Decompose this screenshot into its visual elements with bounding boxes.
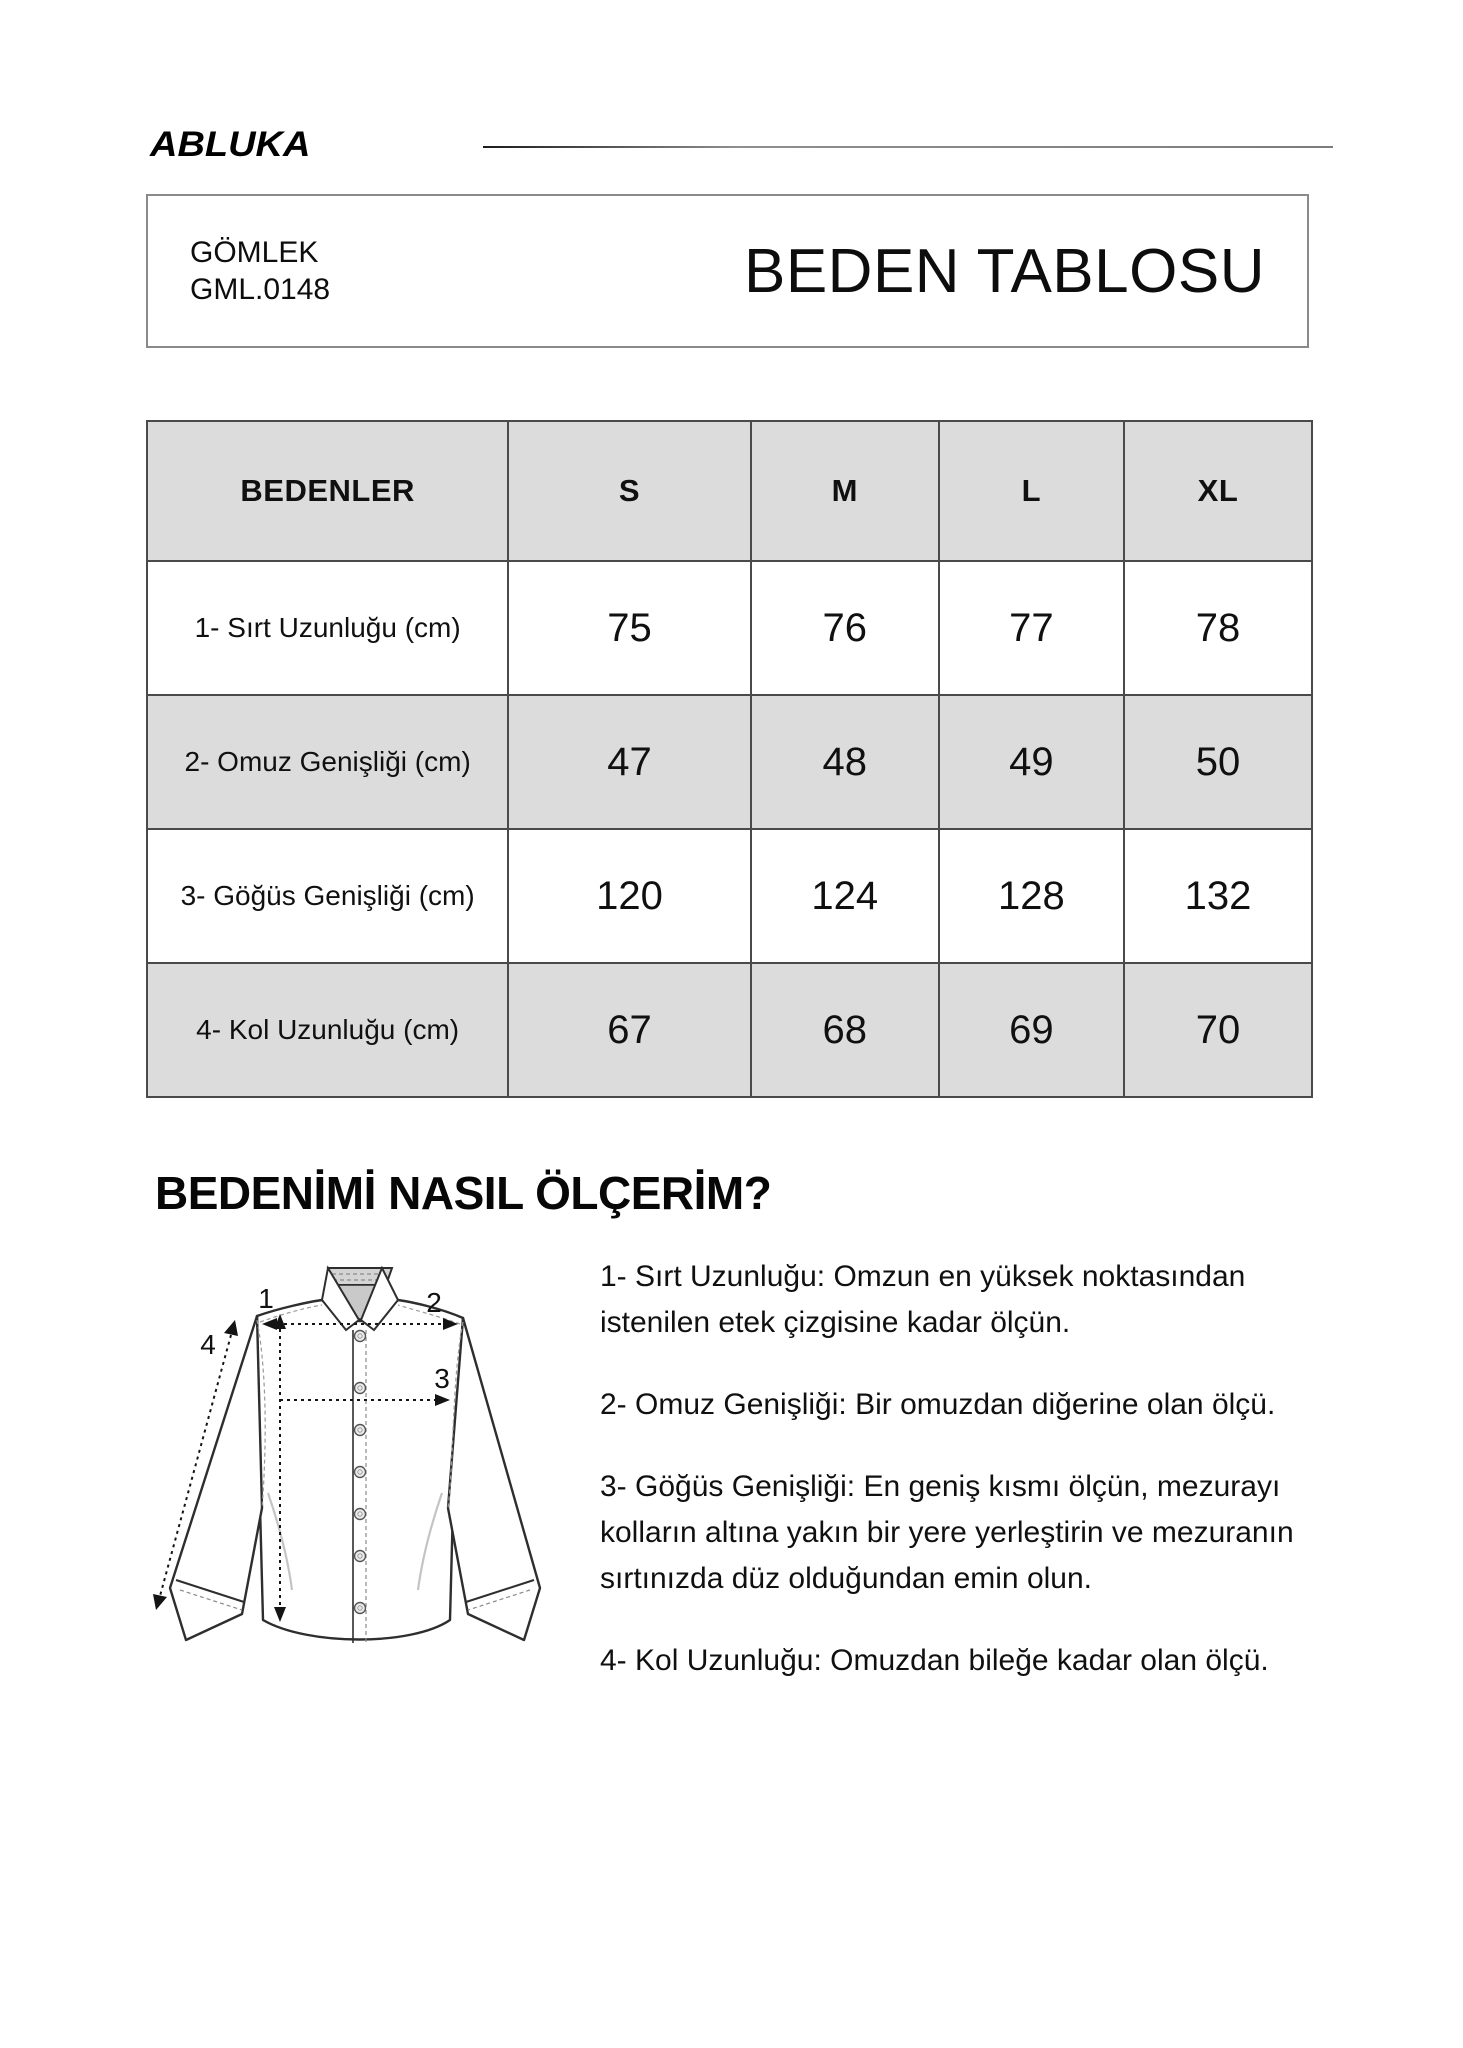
page-title: BEDEN TABLOSU [743, 236, 1265, 306]
table-value: 78 [1125, 562, 1311, 694]
size-table [146, 420, 1313, 1098]
shirt-right-sleeve [448, 1318, 540, 1640]
diagram-label-3: 3 [434, 1363, 450, 1394]
row-label-chest-width: 3- Göğüs Genişliği (cm) [148, 830, 507, 962]
table-header-l: L [940, 422, 1123, 560]
table-value: 76 [752, 562, 938, 694]
table-value: 77 [940, 562, 1123, 694]
table-header-m: M [752, 422, 938, 560]
table-value: 50 [1125, 696, 1311, 828]
title-box [146, 194, 1309, 348]
table-value: 48 [752, 696, 938, 828]
brand-logo: ABLUKA [150, 125, 311, 165]
table-value: 120 [509, 830, 750, 962]
row-label-shoulder-width: 2- Omuz Genişliği (cm) [148, 696, 507, 828]
row-label-back-length: 1- Sırt Uzunluğu (cm) [148, 562, 507, 694]
product-type: GÖMLEK [190, 236, 319, 269]
row-label-sleeve-length: 4- Kol Uzunluğu (cm) [148, 964, 507, 1096]
table-value: 49 [940, 696, 1123, 828]
table-value: 132 [1125, 830, 1311, 962]
table-value: 70 [1125, 964, 1311, 1096]
instruction-shoulder-width: 2- Omuz Genişliği: Bir omuzdan diğerine olan ölçü. [600, 1388, 1276, 1421]
instruction-chest-width: 3- Göğüs Genişliği: En geniş kısmı ölçün, mezurayı kolların altına yakın bir yere yerleştirin ve mezuranın sırtınızda düz olduğundan emin olun. [600, 1470, 1294, 1595]
section-heading: BEDENİMİ NASIL ÖLÇERİM? [155, 1167, 772, 1219]
table-value: 67 [509, 964, 750, 1096]
table-value: 69 [940, 964, 1123, 1096]
shirt-left-sleeve [170, 1316, 262, 1640]
table-value: 128 [940, 830, 1123, 962]
product-code: GML.0148 [190, 273, 331, 306]
shirt-diagram [150, 1258, 560, 1660]
table-header-bedenler: BEDENLER [148, 422, 507, 560]
table-value: 68 [752, 964, 938, 1096]
table-value: 75 [509, 562, 750, 694]
instruction-sleeve-length: 4- Kol Uzunluğu: Omuzdan bileğe kadar olan ölçü. [600, 1644, 1269, 1677]
logo-divider-line [483, 146, 1333, 148]
product-block [190, 234, 330, 308]
diagram-label-2: 2 [426, 1287, 442, 1318]
measure-instructions [600, 1254, 1360, 1720]
table-header-xl: XL [1125, 422, 1311, 560]
table-header-s: S [509, 422, 750, 560]
diagram-label-1: 1 [258, 1283, 274, 1314]
table-value: 47 [509, 696, 750, 828]
diagram-label-4: 4 [200, 1329, 216, 1360]
table-value: 124 [752, 830, 938, 962]
instruction-back-length: 1- Sırt Uzunluğu: Omzun en yüksek noktasından istenilen etek çizgisine kadar ölçün. [600, 1260, 1246, 1339]
